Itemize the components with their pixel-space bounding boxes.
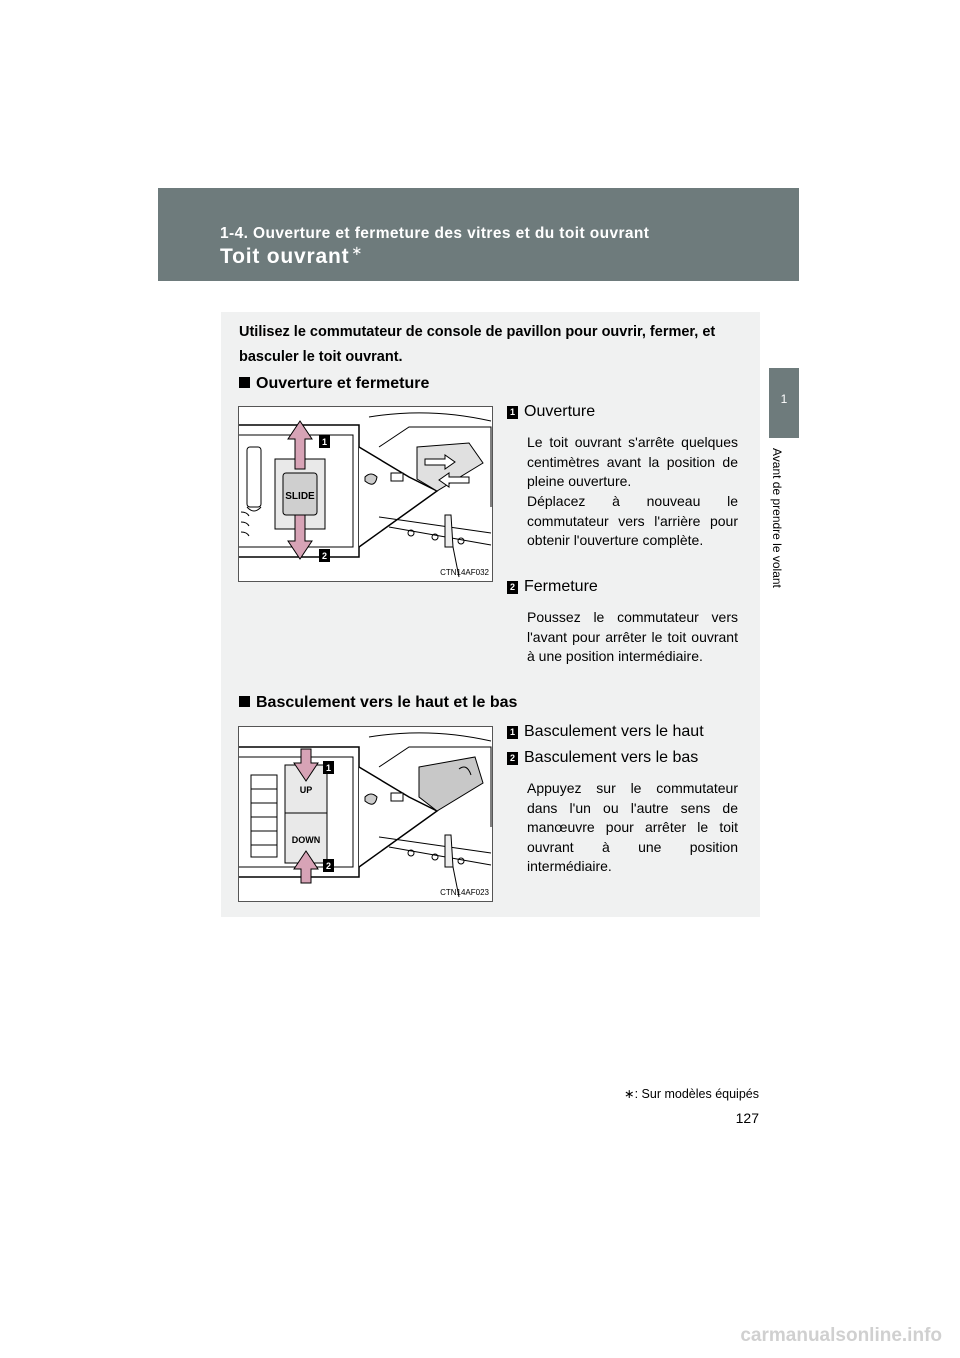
- section-title: 1-4. Ouverture et fermeture des vitres et du toit ouvrant: [220, 225, 650, 242]
- chapter-tab: [769, 368, 799, 438]
- intro-text: Utilisez le commutateur de console de pavillon pour ouvrir, fermer, et basculer le toit ouvrant.: [239, 324, 716, 365]
- chapter-number: 1: [780, 392, 788, 406]
- paragraph: Déplacez à nouveau le commutateur vers l'arrière pour obtenir l'ouverture complète.: [527, 493, 738, 548]
- slide-switch-label: SLIDE: [285, 491, 315, 502]
- section-heading-text: Ouverture et fermeture: [256, 375, 430, 392]
- square-bullet-icon: [239, 696, 250, 707]
- list-item: [507, 749, 698, 767]
- section-heading-open-close: [239, 375, 429, 393]
- paragraph: Appuyez sur le commutateur dans l'un ou l'autre sens de manœuvre pour arrêter le toit ouvrant à une position intermédiaire.: [527, 780, 738, 874]
- list-item: [507, 403, 595, 421]
- marker-1-label: 1: [321, 437, 328, 447]
- figure-slide-switch: [238, 406, 493, 582]
- tilt-switch-illustration: [239, 727, 492, 901]
- number-badge: 2: [507, 752, 518, 765]
- watermark: carmanualsonline.info: [740, 1325, 942, 1346]
- item-label: Basculement vers le bas: [524, 749, 699, 766]
- marker-2-label: 2: [321, 551, 328, 561]
- figure-code: CTN14AF032: [440, 568, 489, 577]
- list-item: [507, 723, 704, 741]
- section-heading-tilt: [239, 694, 517, 712]
- number-badge: 1: [507, 726, 518, 739]
- page-header: [158, 188, 799, 281]
- page-title-text: Toit ouvrant: [220, 245, 350, 268]
- item-label: Basculement vers le haut: [524, 723, 704, 740]
- marker-1-label: 1: [325, 763, 332, 773]
- footnote-mark: ∗: [624, 1087, 635, 1101]
- content-box: [221, 312, 760, 917]
- paragraph: Poussez le commutateur vers l'avant pour arrêter le toit ouvrant à une position intermédiaire.: [527, 609, 738, 664]
- paragraph: Le toit ouvrant s'arrête quelques centimètres avant la position de pleine ouverture.: [527, 434, 738, 489]
- square-bullet-icon: [239, 377, 250, 388]
- page-title: [220, 245, 363, 269]
- number-badge: 2: [507, 581, 518, 594]
- slide-switch-illustration: [239, 407, 492, 581]
- marker-2-label: 2: [325, 861, 332, 871]
- item-label: Ouverture: [524, 403, 596, 420]
- up-switch-label: UP: [299, 785, 313, 795]
- down-switch-label: DOWN: [291, 835, 321, 845]
- page-number: 127: [735, 1110, 759, 1126]
- footnote-text: : Sur modèles équipés: [634, 1087, 759, 1101]
- chapter-title: Avant de prendre le volant: [770, 448, 784, 588]
- item-label: Fermeture: [524, 578, 598, 595]
- section-heading-text: Basculement vers le haut et le bas: [256, 694, 518, 711]
- list-item: [507, 578, 598, 596]
- title-footnote-mark: ∗: [351, 243, 364, 258]
- figure-tilt-switch: [238, 726, 493, 902]
- footnote: [624, 1086, 759, 1101]
- number-badge: 1: [507, 406, 518, 419]
- figure-code: CTN14AF023: [440, 888, 489, 897]
